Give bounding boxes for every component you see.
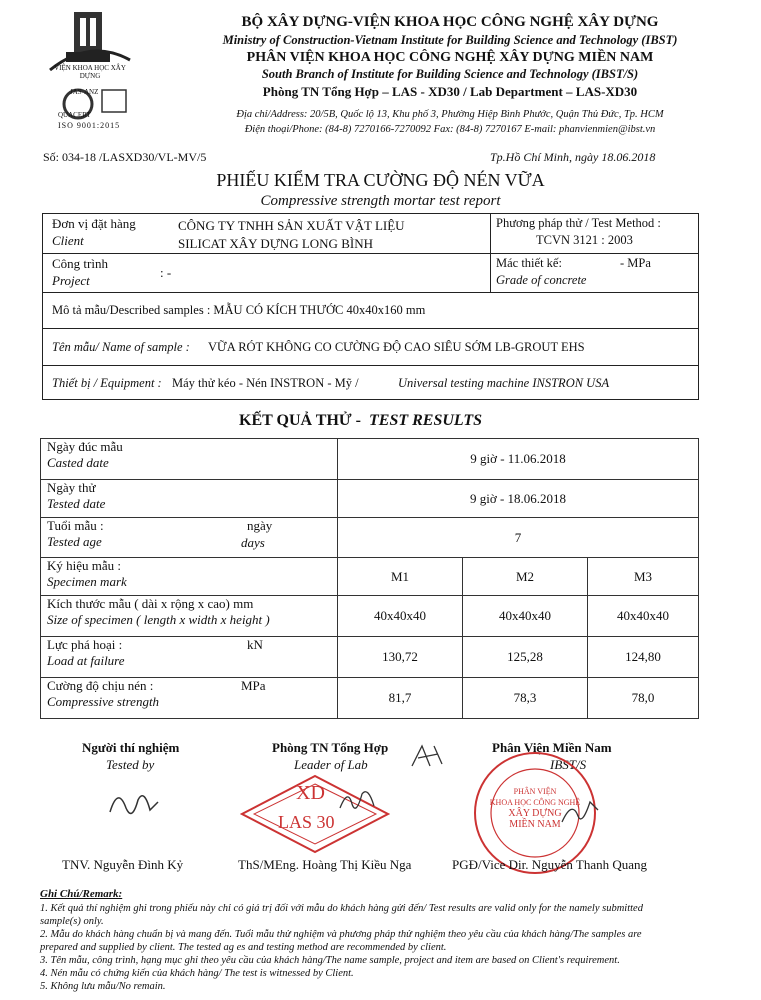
table-row — [41, 518, 699, 558]
age-label-en: Tested age — [47, 534, 102, 549]
note-line: 1. Kết quả thí nghiệm ghi trong phiếu này chỉ có giá trị đối với mẫu do khách hàng gửi đến/ Test results are valid only for the namely submitted — [40, 903, 643, 914]
size-label-en: Size of specimen ( length x width x height ) — [47, 612, 270, 627]
table-row — [41, 678, 699, 719]
branch-name-vn: PHÂN VIỆN KHOA HỌC CÔNG NGHỆ XÂY DỰNG MIỀN NAM — [246, 50, 654, 65]
tested-label-en: Tested date — [47, 496, 106, 511]
lab-leader-name: ThS/MEng. Hoàng Thị Kiều Nga — [238, 857, 412, 872]
size-m3: 40x40x40 — [588, 596, 699, 637]
sample-name-value: VỮA RÓT KHÔNG CO CƯỜNG ĐỘ CAO SIÊU SỚM LB-GROUT EHS — [208, 340, 585, 354]
lab-title-en: Leader of Lab — [294, 757, 368, 772]
load-label-vn: Lực phá hoại : — [47, 637, 123, 652]
project-label-vn: Công trình — [52, 256, 108, 271]
table-row — [41, 558, 699, 596]
strength-m3: 78,0 — [588, 678, 699, 719]
note-line: sample(s) only. — [40, 916, 104, 927]
lab-stamp-text-1: XD — [296, 782, 325, 804]
load-m3: 124,80 — [588, 637, 699, 678]
doc-date: Tp.Hồ Chí Minh, ngày 18.06.2018 — [490, 150, 656, 164]
project-value: : - — [160, 265, 172, 280]
lab-stamp-text-2: LAS 30 — [278, 812, 335, 832]
size-label-vn: Kích thước mẫu ( dài x rộng x cao) mm — [47, 596, 254, 611]
samples-description: Mô tả mẫu/Described samples : MẪU CÓ KÍCH THƯỚC 40x40x160 mm — [52, 303, 426, 317]
mark-m2: M2 — [463, 558, 588, 596]
lab-signature — [338, 786, 378, 816]
results-heading-vn: KẾT QUẢ THỬ - — [239, 412, 361, 429]
branch-title-vn: Phân Viện Miền Nam — [492, 740, 612, 755]
branch-signature — [560, 796, 600, 826]
load-m2: 125,28 — [463, 637, 588, 678]
org-name-vn: BỘ XÂY DỰNG-VIỆN KHOA HỌC CÔNG NGHỆ XÂY DỰNG — [241, 14, 659, 30]
method-label: Phương pháp thử / Test Method : — [496, 216, 661, 230]
size-m1: 40x40x40 — [338, 596, 463, 637]
grade-label-vn: Mác thiết kế: — [496, 256, 562, 270]
equipment-label: Thiết bị / Equipment : — [52, 376, 162, 390]
casted-label-vn: Ngày đúc mẫu — [47, 439, 123, 454]
client-label-vn: Đơn vị đặt hàng — [52, 216, 136, 231]
client-value-2: SILICAT XÂY DỰNG LONG BÌNH — [178, 236, 373, 251]
lab-initial-signature — [408, 742, 448, 772]
project-label-en: Project — [52, 273, 90, 288]
table-row — [41, 480, 699, 518]
grade-label-en: Grade of concrete — [496, 273, 587, 287]
phone: Điện thoại/Phone: (84-8) 7270166-7270092 Fax: (84-8) 7270167 E-mail: phanvienmien@ibst.vn — [244, 124, 656, 135]
results-heading-en: TEST RESULTS — [369, 412, 483, 429]
casted-value: 9 giờ - 11.06.2018 — [338, 439, 699, 480]
client-value-1: CÔNG TY TNHH SẢN XUẤT VẬT LIỆU — [178, 218, 405, 233]
lab-title-vn: Phòng TN Tổng Hợp — [272, 740, 389, 755]
client-label-en: Client — [52, 233, 84, 248]
tester-title-en: Tested by — [106, 757, 155, 772]
note-line: prepared and supplied by client. The tested ag es and testing method are recommended by client. — [40, 942, 447, 953]
method-value: TCVN 3121 : 2003 — [536, 233, 633, 247]
branch-stamp-text: PHÂN VIỆN KHOA HỌC CÔNG NGHỆ XÂY DỰNG MIỀN NAM — [489, 787, 581, 830]
age-label-vn: Tuổi mẫu : — [47, 518, 104, 533]
mark-label-en: Specimen mark — [47, 574, 127, 589]
size-m2: 40x40x40 — [463, 596, 588, 637]
load-m1: 130,72 — [338, 637, 463, 678]
note-line: 4. Nén mẫu có chứng kiến của khách hàng/ The test is witnessed by Client. — [40, 968, 354, 979]
note-line: 5. Không lưu mẫu/No remain. — [40, 981, 166, 992]
address: Địa chỉ/Address: 20/5B, Quốc lộ 13, Khu phố 3, Phường Hiệp Bình Phước, Quận Thủ Đức, Tp. HCM — [236, 109, 664, 120]
load-label-en: Load at failure — [47, 653, 125, 668]
mark-label-vn: Ký hiệu mẫu : — [47, 558, 122, 573]
notes-heading: Ghi Chú/Remark: — [40, 888, 123, 900]
notes-list — [40, 902, 730, 993]
age-value: 7 — [338, 518, 699, 558]
strength-m1: 81,7 — [338, 678, 463, 719]
branch-director-name: PGĐ/Vice Dir. Nguyễn Thanh Quang — [452, 857, 648, 872]
table-row — [41, 596, 699, 637]
age-unit-en: days — [241, 535, 265, 550]
branch-name-en: South Branch of Institute for Building Science and Technology (IBST/S) — [261, 67, 639, 81]
org-name-en: Ministry of Construction-Vietnam Institute for Building Science and Technology (IBST) — [222, 33, 678, 47]
logo-caption: VIỆN KHOA HỌC XÂY DỰNG — [54, 64, 126, 80]
strength-label-en: Compressive strength — [47, 694, 160, 709]
doc-title-vn: PHIẾU KIỂM TRA CƯỜNG ĐỘ NÉN VỮA — [216, 170, 545, 190]
lab-name: Phòng TN Tổng Hợp – LAS - XD30 / Lab Department – LAS-XD30 — [262, 84, 638, 99]
mark-m3: M3 — [588, 558, 699, 596]
iso-label: ISO 9001:2015 — [58, 121, 121, 130]
tester-signature — [104, 782, 164, 822]
branch-title-en: IBST/S — [550, 757, 587, 772]
tester-name: TNV. Nguyễn Đình Kỷ — [62, 857, 184, 872]
doc-number: Số: 034-18 /LASXD30/VL-MV/5 — [43, 150, 207, 164]
equipment-value: Máy thử kéo - Nén INSTRON - Mỹ / — [172, 376, 359, 390]
sample-name-label: Tên mẫu/ Name of sample : — [52, 340, 190, 354]
strength-unit: MPa — [241, 678, 266, 693]
note-line: 3. Tên mẫu, công trình, hạng mục ghi theo yêu cầu của khách hàng/The name sample, project and item are based on Client's requirement. — [40, 955, 620, 966]
results-table — [40, 438, 699, 719]
cert-badge: JAS-ANZ — [70, 88, 99, 96]
equipment-value-en: Universal testing machine INSTRON USA — [398, 376, 610, 390]
table-row — [41, 439, 699, 480]
age-unit-vn: ngày — [247, 518, 273, 533]
mark-m1: M1 — [338, 558, 463, 596]
load-unit: kN — [247, 637, 263, 652]
strength-label-vn: Cường độ chịu nén : — [47, 678, 154, 693]
table-row — [41, 637, 699, 678]
note-line: 2. Mẫu do khách hàng chuẩn bị và mang đến. Tuổi mẫu thử nghiệm và phương pháp thử nghiệm theo yêu cầu của khách hàng/The samples are — [40, 929, 642, 940]
tester-title-vn: Người thí nghiệm — [82, 740, 180, 755]
grade-unit: - MPa — [620, 256, 651, 270]
tested-label-vn: Ngày thử — [47, 480, 96, 495]
strength-m2: 78,3 — [463, 678, 588, 719]
tested-value: 9 giờ - 18.06.2018 — [338, 480, 699, 518]
doc-title-en: Compressive strength mortar test report — [260, 193, 501, 209]
casted-label-en: Casted date — [47, 455, 109, 470]
cert-mark: QUACERT — [58, 111, 91, 119]
